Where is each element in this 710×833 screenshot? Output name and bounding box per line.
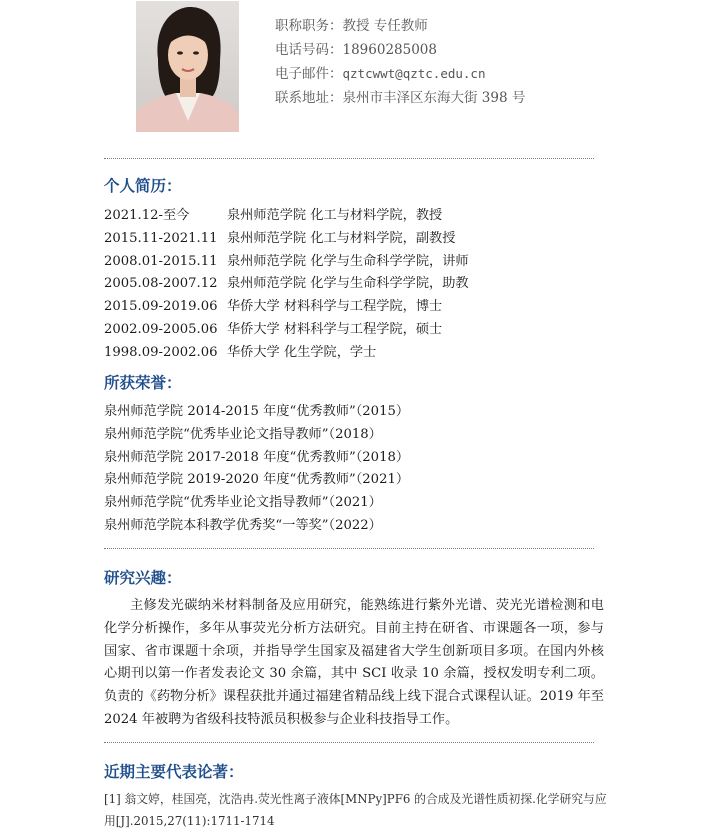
contact-label: 电话号码： xyxy=(275,42,343,58)
publication-item: [1] 翁文婷，桂国亮，沈浩冉.荧光性离子液体[MNPy]PF6 的合成及光谱性质初探.化学研究与应用[J].2015,27(11):1711-1714 xyxy=(104,792,607,828)
resume-text: 华侨大学 材料科学与工程学院，硕士 xyxy=(227,321,443,337)
honor-item: 泉州师范学院“优秀毕业论文指导教师”（2018） xyxy=(104,426,382,442)
resume-item xyxy=(104,296,469,319)
email-address[interactable]: qztcwwt@qztc.edu.cn xyxy=(342,66,486,81)
resume-text: 泉州师范学院 化学与生命科学学院，讲师 xyxy=(227,253,469,269)
dotted-divider xyxy=(104,742,594,743)
resume-text: 泉州师范学院 化工与材料学院，教授 xyxy=(227,208,443,223)
resume-heading: 个人简历： xyxy=(104,177,182,195)
contact-address-row xyxy=(275,86,525,110)
portrait-image xyxy=(136,1,239,132)
honors-list xyxy=(104,401,409,538)
resume-text: 华侨大学 材料科学与工程学院，博士 xyxy=(227,299,443,315)
resume-item xyxy=(104,205,469,228)
contact-email-row xyxy=(275,62,525,86)
contact-phone-row xyxy=(275,38,525,62)
resume-text: 泉州师范学院 化学与生命科学学院，助教 xyxy=(227,276,469,292)
dotted-divider xyxy=(104,548,594,549)
contact-label: 联系地址： xyxy=(275,90,343,106)
contact-label: 电子邮件： xyxy=(275,66,343,82)
resume-list xyxy=(104,205,469,365)
phone-number: 18960285008 xyxy=(342,42,437,58)
resume-date: 2002.09-2005.06 xyxy=(104,321,218,337)
honor-item: 泉州师范学院 2017-2018 年度“优秀教师”（2018） xyxy=(104,449,410,465)
publications-heading: 近期主要代表论著： xyxy=(104,763,244,781)
address: 泉州市丰泽区东海大街 398 号 xyxy=(342,90,526,106)
resume-item xyxy=(104,251,469,274)
resume-text: 华侨大学 化生学院，学士 xyxy=(227,344,377,360)
research-paragraph: 主修发光碳纳米材料制备及应用研究，能熟练进行紫外光谱、荧光光谱检测和电化学分析操作，多年从事荧光分析方法研究。目前主持在研省、市课题各一项，参与国家、省市课题十余项，并指导学生国家及福建省大学生创新项目多项。在国内外核心期刊以第一作者发表论文 30 余篇，其中 SCI 收录 10 余篇，授权发明专利二项。负责的《药物分析》课程获批并通过福建省精品线上线下混合式课程认证。2019 年至 2024 年被聘为省级科技特派员积极参与企业科技指导工作。 xyxy=(104,598,604,727)
honor-item: 泉州师范学院 2014-2015 年度“优秀教师”（2015） xyxy=(104,404,410,419)
resume-date: 2015.09-2019.06 xyxy=(104,299,218,315)
honor-item: 泉州师范学院本科教学优秀奖“一等奖”（2022） xyxy=(104,517,382,533)
resume-item xyxy=(104,273,469,296)
dotted-divider xyxy=(104,158,594,159)
resume-date: 2021.12-至今 xyxy=(104,208,190,223)
resume-item xyxy=(104,228,469,251)
contact-info xyxy=(275,14,525,110)
resume-item xyxy=(104,319,469,342)
resume-text: 泉州师范学院 化工与材料学院，副教授 xyxy=(227,230,456,246)
research-heading: 研究兴趣： xyxy=(104,569,182,587)
resume-date: 2008.01-2015.11 xyxy=(104,253,218,269)
honors-heading: 所获荣誉： xyxy=(104,374,182,392)
contact-value: 教授 专任教师 xyxy=(342,18,428,34)
resume-date: 2015.11-2021.11 xyxy=(104,230,218,246)
resume-date: 2005.08-2007.12 xyxy=(104,276,218,292)
profile-photo xyxy=(136,1,239,132)
resume-date: 1998.09-2002.06 xyxy=(104,344,218,360)
honor-item: 泉州师范学院“优秀毕业论文指导教师”（2021） xyxy=(104,495,382,511)
contact-label: 职称职务： xyxy=(275,18,343,34)
resume-item xyxy=(104,342,469,365)
contact-title-row xyxy=(275,14,525,38)
honor-item: 泉州师范学院 2019-2020 年度“优秀教师”（2021） xyxy=(104,472,410,488)
